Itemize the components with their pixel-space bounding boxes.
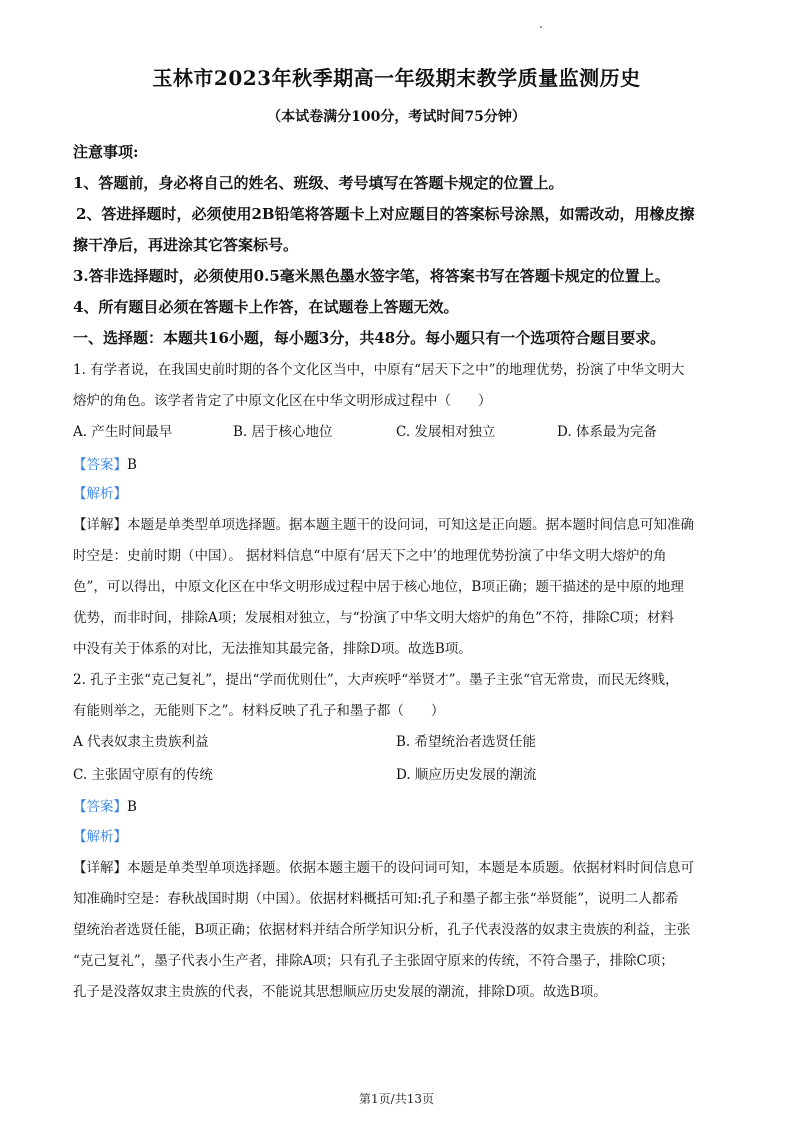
answer-value: B bbox=[127, 799, 137, 815]
question-2-option-d: D. 顺应历史发展的潮流 bbox=[396, 767, 537, 783]
question-2-detail: “克己复礼”，墨子代表小生产者，排除A项；只有孔子主张固守原来的传统，不符合墨子，排除C项； bbox=[73, 953, 674, 969]
question-2-stem: 2. 孔子主张“克己复礼”，提出“学而优则仕”，大声疾呼“举贤才”。墨子主张“官无常贵，而民无终贱， bbox=[73, 672, 679, 688]
question-1-stem: 熔炉的角色。该学者肯定了中原文化区在中华文明形成过程中（ ） bbox=[73, 393, 492, 409]
question-2-answer bbox=[73, 795, 137, 815]
question-2-option-c: C. 主张固守原有的传统 bbox=[73, 767, 213, 783]
question-2-option-a: A 代表奴隶主贵族利益 bbox=[73, 734, 209, 750]
question-1-detail: 时空是：史前时期（中国）。 据材料信息“中原有‘居天下之中’的地理优势扮演了中华文明大熔炉的角 bbox=[73, 548, 667, 564]
question-1-detail: 色”，可以得出，中原文化区在中华文明形成过程中居于核心地位，B项正确；题干描述的是中原的地理 bbox=[73, 579, 684, 595]
question-2-stem: 有能则举之，无能则下之”。材料反映了孔子和墨子都（ ） bbox=[73, 703, 445, 719]
question-1-option-d: D. 体系最为完备 bbox=[557, 424, 657, 440]
question-1-detail: 中没有关于体系的对比，无法推知其最完备，排除D项。故选B项。 bbox=[73, 641, 472, 657]
question-1-option-a: A. 产生时间最早 bbox=[73, 424, 173, 440]
question-2-analysis-label: 【解析】 bbox=[73, 829, 127, 845]
question-2-detail: 孔子是没落奴隶主贵族的代表，不能说其思想顺应历史发展的潮流，排除D项。故选B项。 bbox=[73, 984, 607, 1000]
note-item: 2、答进择题时，必须使用2B铅笔将答题卡上对应题目的答案标号涂黑，如需改动，用橡皮擦 bbox=[76, 205, 695, 223]
note-item: 3.答非选择题时，必须使用0.5毫米黑色墨水签字笔，将答案书写在答题卡规定的位置上。 bbox=[73, 267, 670, 285]
scan-dot bbox=[540, 26, 542, 28]
question-1-detail: 【详解】本题是单类型单项选择题。据本题主题干的设问词，可知这是正向题。据本题时间信息可知准确 bbox=[73, 517, 694, 533]
question-1-option-b: B. 居于核心地位 bbox=[233, 424, 333, 440]
note-item: 1、答题前，身必将自己的姓名、班级、考号填写在答题卡规定的位置上。 bbox=[73, 174, 564, 192]
page-subtitle: （本试卷满分100分，考试时间75分钟） bbox=[267, 109, 526, 125]
question-2-detail: 望统治者选贤任能，B项正确；依据材料并结合所学知识分析，孔子代表没落的奴隶主贵族的利益，主张 bbox=[73, 922, 691, 938]
question-1-detail: 优势，而非时间，排除A项；发展相对独立，与“扮演了中华文明大熔炉的角色”不符，排除C项；材料 bbox=[73, 610, 674, 626]
notes-heading: 注意事项: bbox=[73, 143, 139, 161]
page-title: 玉林市2023年秋季期高一年级期末教学质量监测历史 bbox=[152, 66, 641, 90]
answer-value: B bbox=[127, 457, 137, 473]
question-2-option-b: B. 希望统治者选贤任能 bbox=[396, 734, 537, 750]
question-2-detail: 知准确时空是：春秋战国时期（中国）。依据材料概括可知:孔子和墨子都主张“举贤能”，说明二人都希 bbox=[73, 891, 679, 907]
question-2-detail: 【详解】本题是单类型单项选择题。依据本题主题干的设问词可知，本题是本质题。依据材料时间信息可 bbox=[73, 860, 694, 876]
answer-label: 【答案】 bbox=[73, 457, 127, 473]
answer-label: 【答案】 bbox=[73, 799, 127, 815]
question-1-answer bbox=[73, 453, 137, 473]
question-1-option-c: C. 发展相对独立 bbox=[396, 424, 496, 440]
page-number: 第1页/共13页 bbox=[359, 1092, 434, 1106]
question-1-analysis-label: 【解析】 bbox=[73, 486, 127, 502]
note-item: 擦干净后，再进涂其它答案标号。 bbox=[73, 236, 299, 254]
note-item: 4、所有题目必须在答题卡上作答，在试题卷上答题无效。 bbox=[73, 298, 459, 316]
question-1-stem: 1. 有学者说，在我国史前时期的各个文化区当中，中原有“居天下之中”的地理优势，扮演了中华文明大 bbox=[73, 362, 685, 378]
section-heading: 一、选择题：本题共16小题，每小题3分，共48分。每小题只有一个选项符合题目要求。 bbox=[73, 329, 666, 347]
